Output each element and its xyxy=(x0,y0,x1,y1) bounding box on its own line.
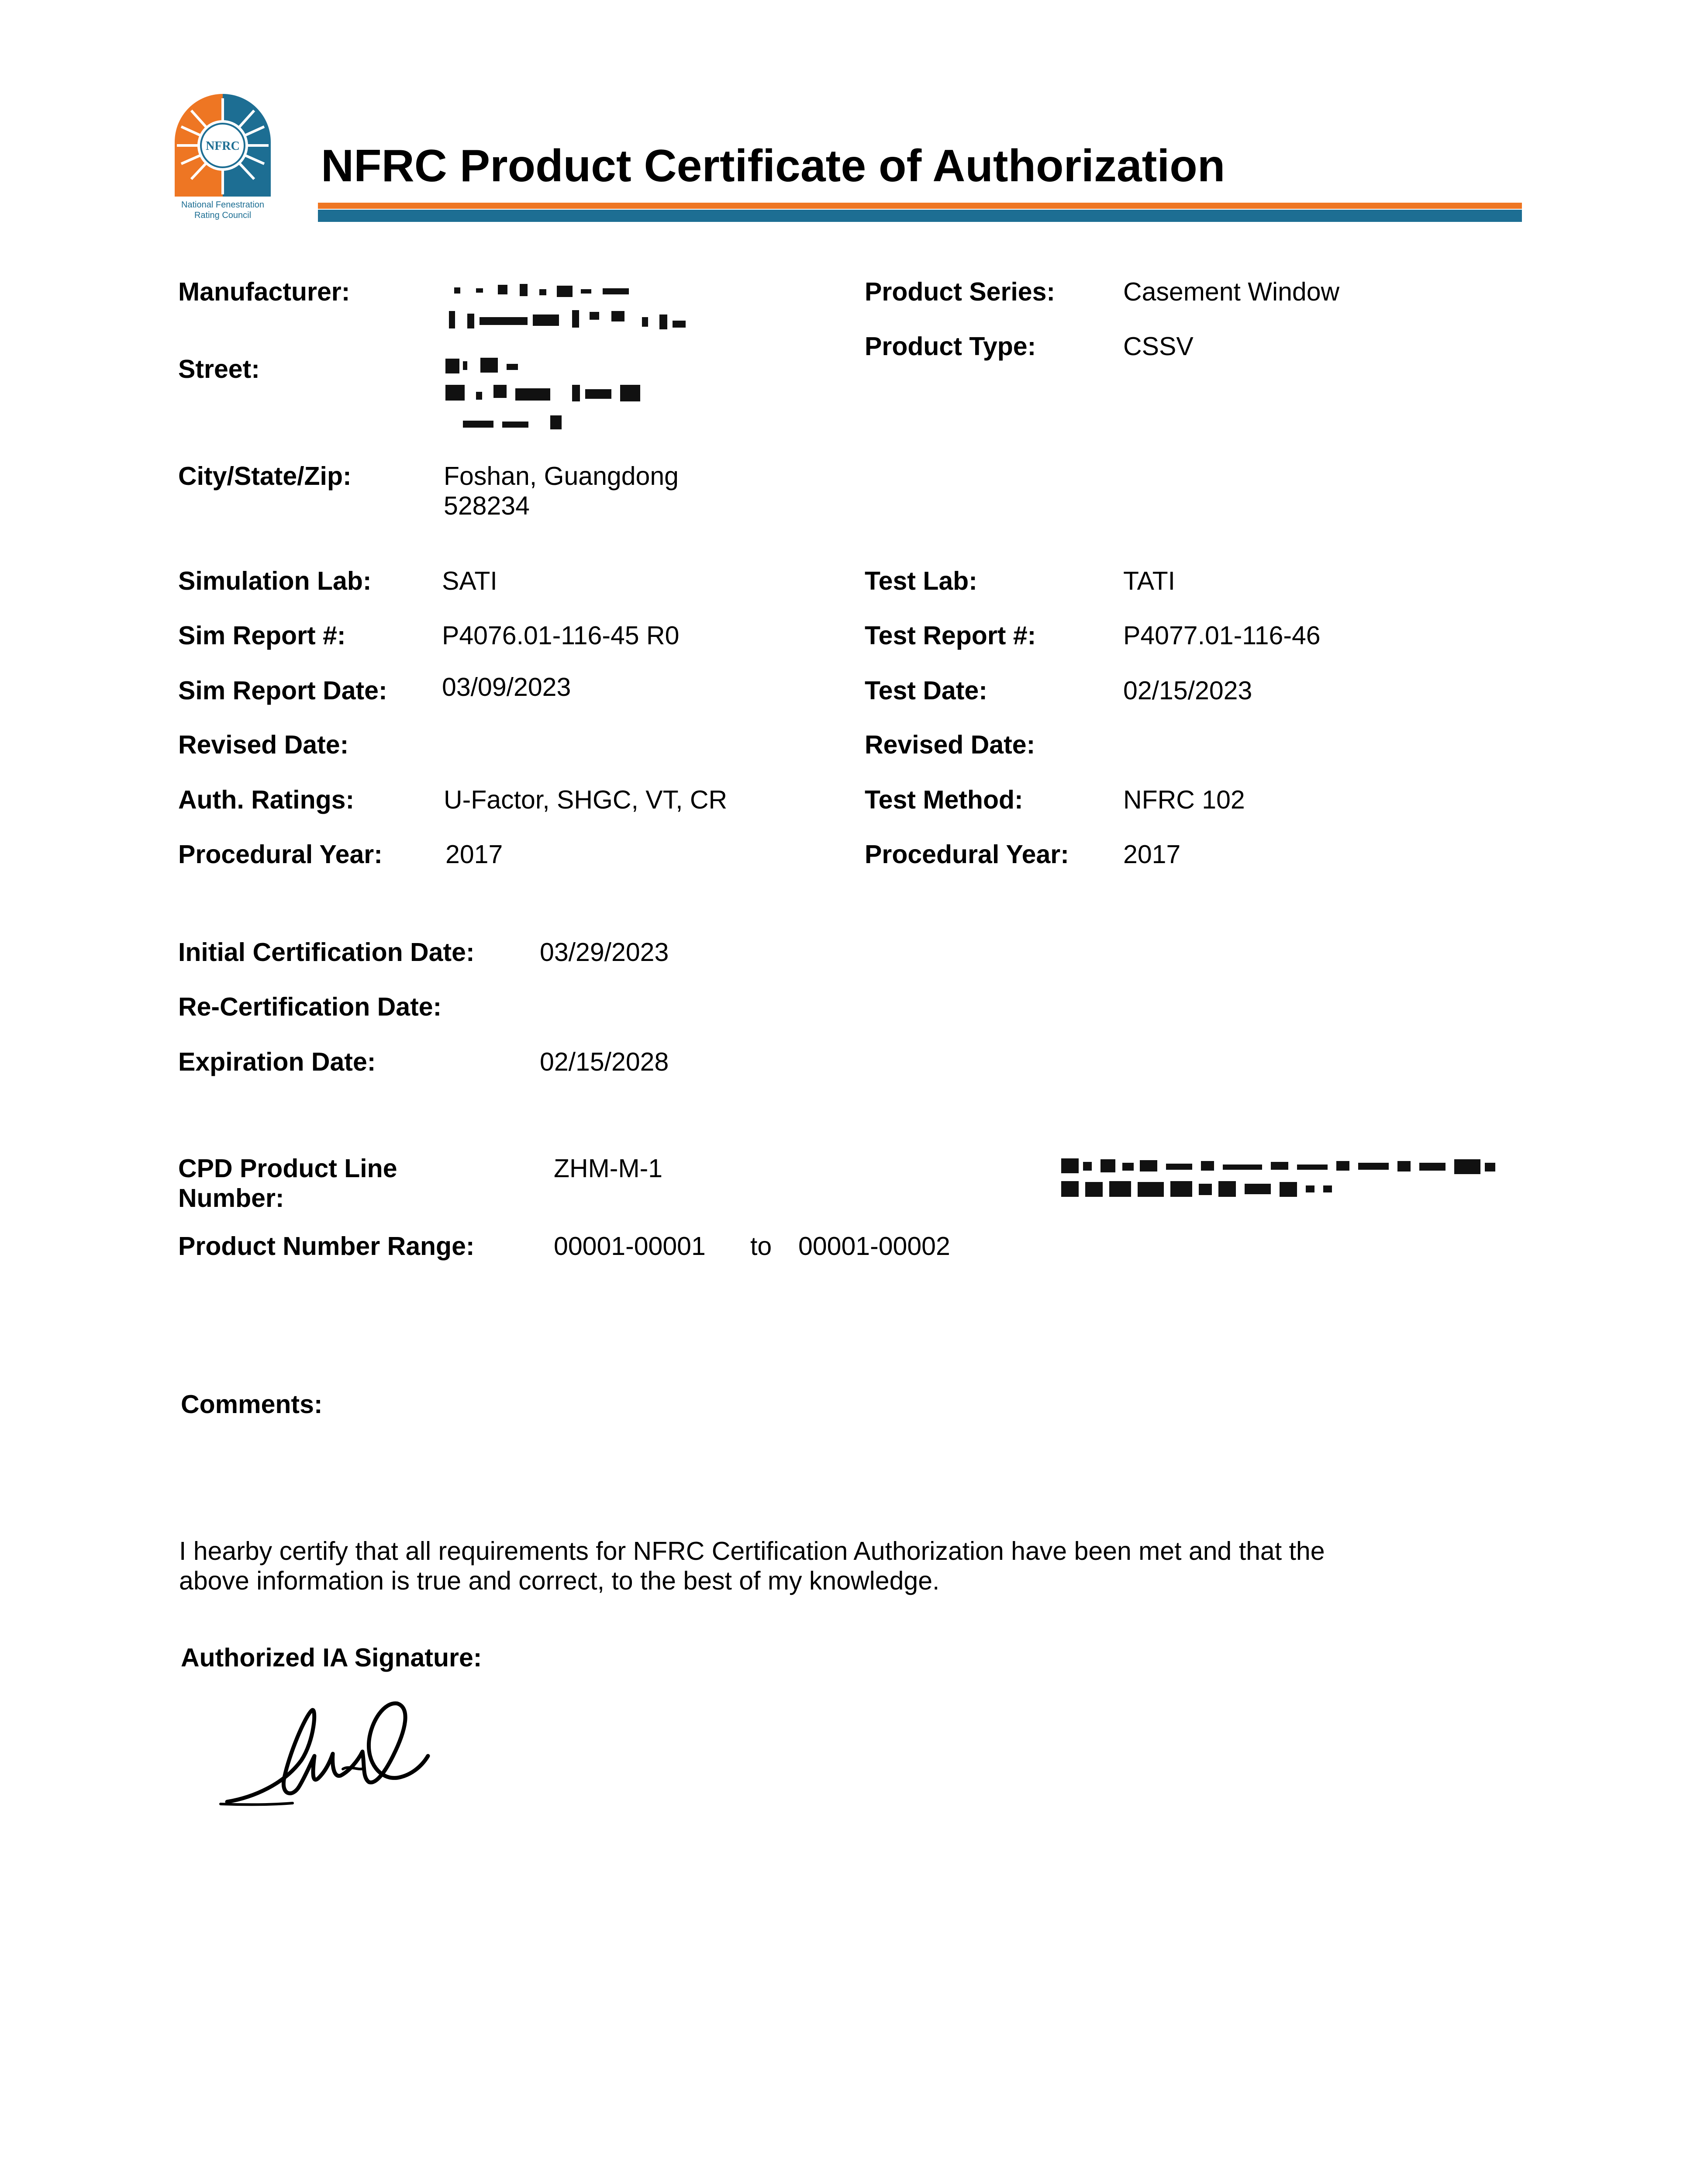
city-line2: 528234 xyxy=(444,491,530,520)
manufacturer-redacted xyxy=(445,280,751,336)
certify-line2: above information is true and correct, to the best of my knowledge. xyxy=(179,1566,940,1595)
initial-cert-label: Initial Certification Date: xyxy=(178,938,475,967)
street-redacted xyxy=(445,356,729,439)
range-label: Product Number Range: xyxy=(178,1232,475,1261)
sim-lab-label: Simulation Lab: xyxy=(178,567,372,595)
signature-label: Authorized IA Signature: xyxy=(181,1643,482,1672)
comments-label: Comments: xyxy=(181,1390,323,1419)
cpd-value: ZHM-M-1 xyxy=(554,1154,663,1183)
sim-date-label: Sim Report Date: xyxy=(178,676,387,705)
expiration-value: 02/15/2028 xyxy=(540,1047,669,1076)
test-lab-label: Test Lab: xyxy=(865,567,977,595)
street-label: Street: xyxy=(178,355,260,384)
cpd-label-line1: CPD Product Line xyxy=(178,1154,397,1183)
auth-ratings-value: U-Factor, SHGC, VT, CR xyxy=(444,785,728,814)
nfrc-logo-icon xyxy=(170,90,275,199)
proc-year-value-left: 2017 xyxy=(445,840,503,869)
header-rule-orange xyxy=(318,203,1522,209)
range-to: 00001-00002 xyxy=(798,1232,950,1261)
url-redacted xyxy=(1061,1157,1498,1200)
revised-date-label-left: Revised Date: xyxy=(178,730,349,759)
recert-label: Re-Certification Date: xyxy=(178,992,442,1021)
nfrc-logo xyxy=(170,90,275,229)
manufacturer-label: Manufacturer: xyxy=(178,277,350,306)
revised-date-label-right: Revised Date: xyxy=(865,730,1035,759)
test-date-value: 02/15/2023 xyxy=(1123,676,1252,705)
svg-text:NFRC: NFRC xyxy=(206,139,240,153)
test-method-value: NFRC 102 xyxy=(1123,785,1245,814)
test-method-label: Test Method: xyxy=(865,785,1023,814)
proc-year-label-right: Procedural Year: xyxy=(865,840,1069,869)
certify-line1: I hearby certify that all requirements for NFRC Certification Authorization have been met and that the xyxy=(179,1537,1325,1565)
auth-ratings-label: Auth. Ratings: xyxy=(178,785,355,814)
product-series-value: Casement Window xyxy=(1123,277,1340,306)
product-series-label: Product Series: xyxy=(865,277,1056,306)
test-lab-value: TATI xyxy=(1123,567,1176,595)
logo-org-line1: National Fenestration xyxy=(181,200,265,210)
sim-report-value: P4076.01-116-45 R0 xyxy=(442,621,680,650)
city-label: City/State/Zip: xyxy=(178,462,352,491)
product-type-label: Product Type: xyxy=(865,332,1036,361)
sim-report-label: Sim Report #: xyxy=(178,621,346,650)
page-title: NFRC Product Certificate of Authorization xyxy=(321,141,1225,191)
cpd-label-line2: Number: xyxy=(178,1184,284,1213)
test-report-value: P4077.01-116-46 xyxy=(1123,621,1321,650)
sim-date-value: 03/09/2023 xyxy=(442,673,571,702)
range-from: 00001-00001 xyxy=(554,1232,706,1261)
proc-year-label-left: Procedural Year: xyxy=(178,840,383,869)
test-report-label: Test Report #: xyxy=(865,621,1036,650)
logo-org-line2: Rating Council xyxy=(194,211,252,220)
header-rule-blue xyxy=(318,210,1522,222)
range-to-word: to xyxy=(750,1232,772,1261)
test-date-label: Test Date: xyxy=(865,676,987,705)
expiration-label: Expiration Date: xyxy=(178,1047,376,1076)
signature-image xyxy=(218,1690,445,1813)
product-type-value: CSSV xyxy=(1123,332,1194,361)
proc-year-value-right: 2017 xyxy=(1123,840,1181,869)
city-line1: Foshan, Guangdong xyxy=(444,462,679,491)
initial-cert-value: 03/29/2023 xyxy=(540,938,669,967)
sim-lab-value: SATI xyxy=(442,567,497,595)
